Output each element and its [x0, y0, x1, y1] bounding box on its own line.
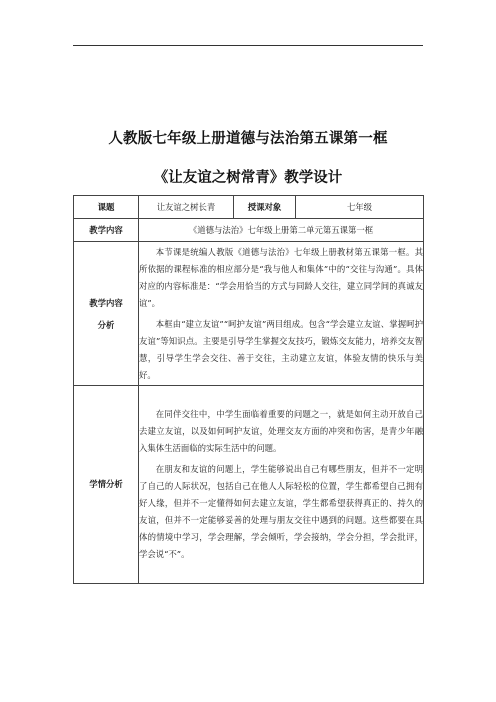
- analysis-label-line2: 分析: [97, 319, 115, 330]
- topic-value: 让友谊之树长青: [139, 196, 234, 219]
- content-label: 教学内容: [74, 219, 139, 242]
- content-value: 《道德与法治》七年级上册第二单元第五课第一框: [139, 219, 424, 242]
- topic-label: 课题: [74, 196, 139, 219]
- analysis-label-line1: 教学内容: [89, 297, 123, 308]
- analysis-paragraph-1: 本节课是统编人教版《道德与法治》七年级上册教材第五课第一框。其所依据的课程标准的相应部分是“我与他人和集体”中的“交往与沟通”。具体对应的内容标准是：“学会用恰当的方式与同龄人交往，建立同学间的真诚友谊”。: [139, 246, 423, 308]
- lesson-plan-table: [73, 195, 424, 584]
- document-title: 人教版七年级上册道德与法治第五课第一框: [108, 131, 388, 147]
- header-rule: [73, 45, 423, 46]
- table-row-analysis: [74, 242, 424, 386]
- students-label: 学情分析: [74, 386, 139, 584]
- students-paragraph-2: 在朋友和友谊的问题上，学生能够说出自己有哪些朋友，但并不一定明了自己的人际状况，包括自己在他人人际轻松的位置，学生都希望自己拥有好人缘，但并不一定懂得如何去建立友谊，学生都希望获得真正的、持久的友谊，但并不一定能够妥善的处理与朋友交往中遇到的问题。这些都要在具体的情境中学习，学会理解，学会倾听，学会接纳，学会分担，学会批评，学会说“不”。: [139, 464, 423, 559]
- audience-label: 授课对象: [234, 196, 296, 219]
- students-paragraph-1: 在同伴交往中，中学生面临着重要的问题之一，就是如何主动开放自己去建立友谊，以及如何呵护友谊，处理交友方面的冲突和伤害，是青少年融入集体生活面临的实际生活中的问题。: [139, 409, 423, 453]
- table-row-topic: [74, 196, 424, 219]
- table-row-content: [74, 219, 424, 242]
- analysis-label: [74, 242, 139, 386]
- analysis-paragraph-2: 本框由“建立友谊”“呵护友谊”两目组成。包含“学会建立友谊、掌握呵护友谊”等知识点。主要是引导学生掌握交友技巧，锻炼交友能力，培养交友智慧，引导学生学会交往、善于交往，主动建立友谊，体验友情的快乐与美好。: [139, 318, 423, 380]
- audience-value: 七年级: [296, 196, 424, 219]
- table-row-students: [74, 386, 424, 584]
- students-content: [139, 386, 424, 584]
- document-subtitle: 《让友谊之树常青》教学设计: [153, 170, 343, 186]
- analysis-content: [139, 242, 424, 386]
